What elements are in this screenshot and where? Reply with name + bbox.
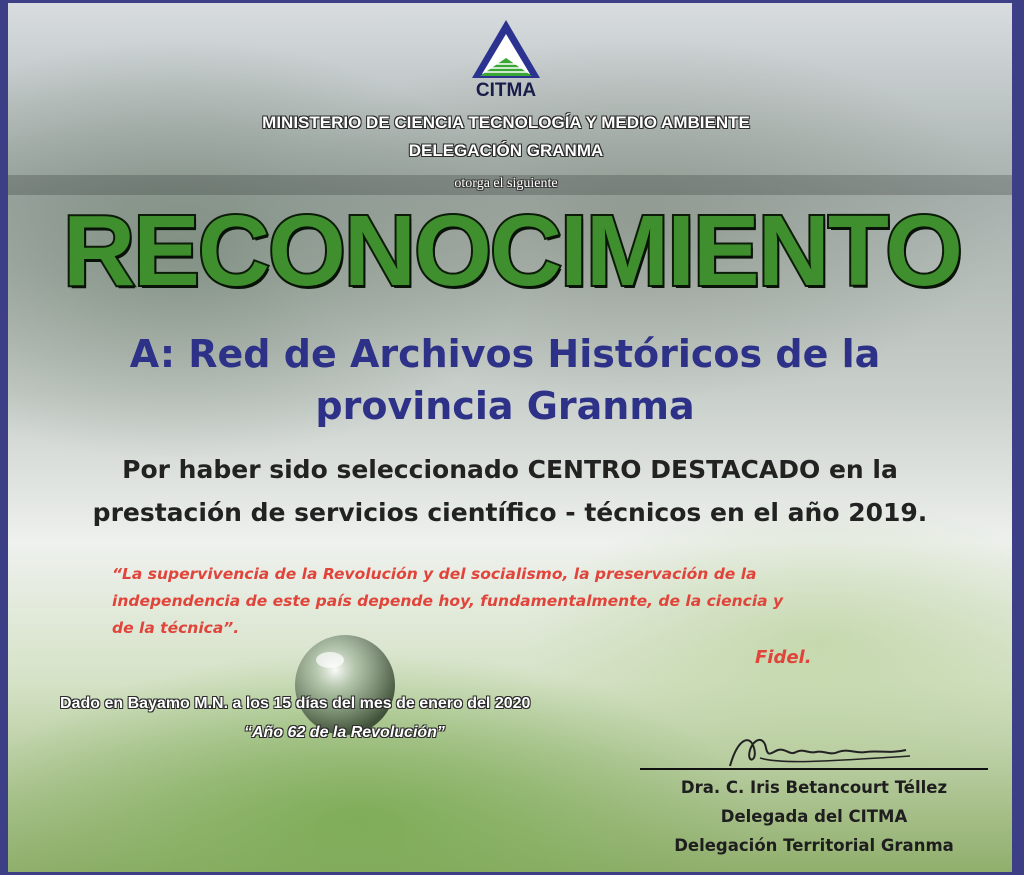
certificate-title: RECONOCIMIENTO — [63, 195, 961, 307]
signer-role: Delegada del CITMA — [720, 807, 908, 826]
quote-line-3: de la técnica”. — [112, 619, 240, 637]
recipient — [30, 328, 980, 432]
signature-line — [640, 768, 988, 770]
recipient-line-2: provincia Granma — [315, 384, 695, 428]
reason-line-1: Por haber sido seleccionado CENTRO DESTACADO en la — [122, 455, 898, 484]
award-reason — [20, 448, 1000, 534]
ministry-name: MINISTERIO DE CIENCIA TECNOLOGÍA Y MEDIO AMBIENTE — [262, 113, 750, 132]
recipient-line-1: A: Red de Archivos Históricos de la — [129, 332, 881, 376]
delegation-name: DELEGACIÓN GRANMA — [408, 141, 604, 160]
intro-text: otorga el siguiente — [454, 176, 558, 191]
signer-name: Dra. C. Iris Betancourt Téllez — [680, 778, 948, 797]
year-motto: “Año 62 de la Revolución” — [244, 724, 445, 741]
logo-text: CITMA — [475, 80, 537, 101]
quote-line-1: “La supervivencia de la Revolución y del socialismo, la preservación de la — [112, 565, 757, 583]
quote-author: Fidel. — [755, 647, 812, 668]
issue-date: Dado en Bayamo M.N. a los 15 días del mes de enero del 2020 — [60, 695, 531, 712]
quote — [112, 561, 912, 642]
reason-line-2: prestación de servicios científico - técnicos en el año 2019. — [92, 498, 928, 527]
citma-logo-icon — [466, 18, 546, 80]
signer-office: Delegación Territorial Granma — [674, 836, 954, 855]
quote-line-2: independencia de este país depende hoy, fundamentalmente, de la ciencia y — [112, 592, 784, 610]
signature-graphic — [720, 728, 920, 770]
